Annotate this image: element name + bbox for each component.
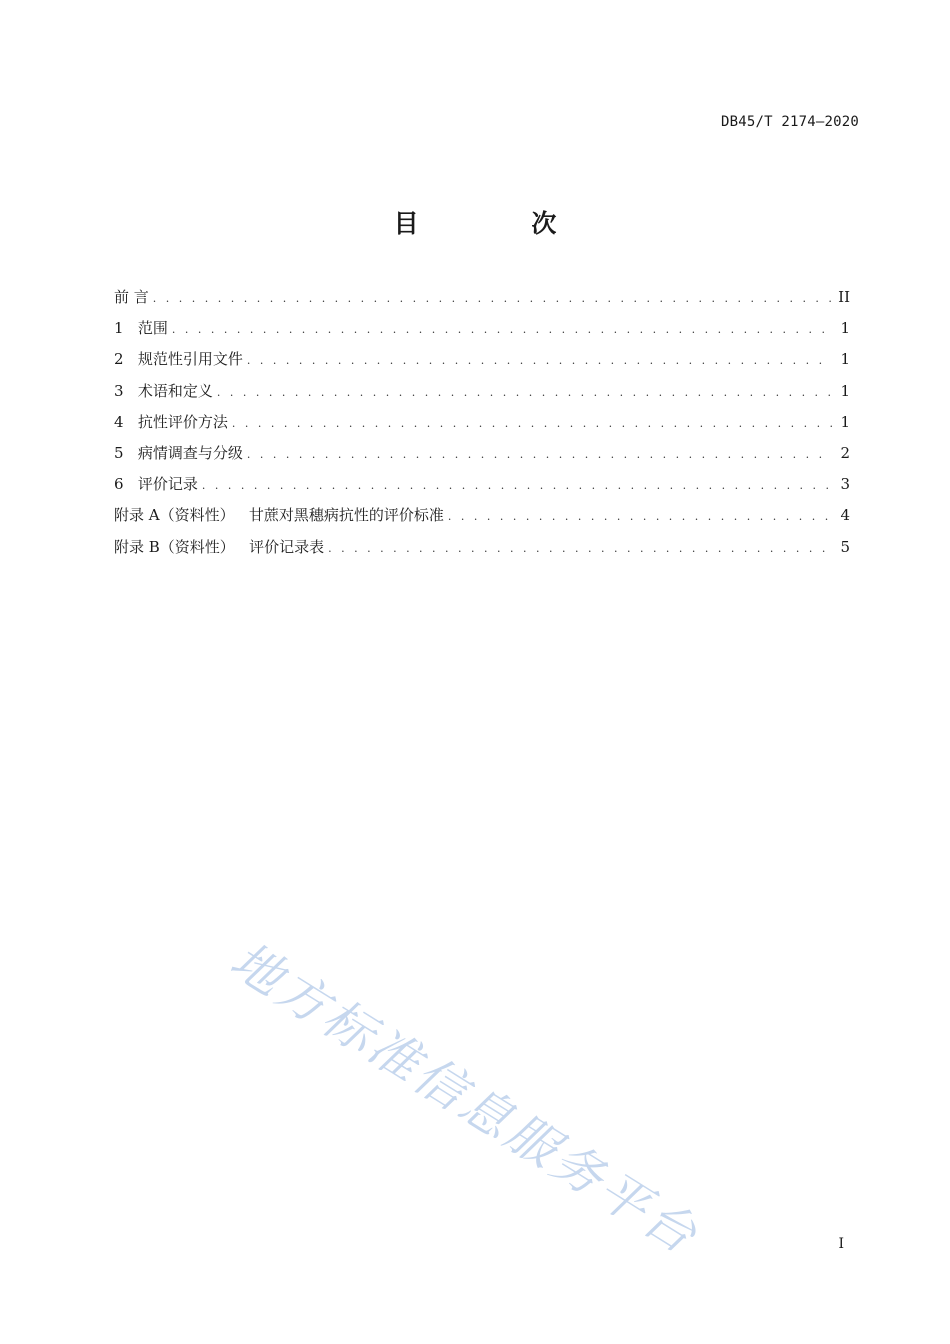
- toc-leader-dots: [217, 386, 832, 399]
- toc-entry-label: 术语和定义: [137, 381, 213, 400]
- toc-entry-label: 病情调查与分级: [137, 443, 243, 462]
- toc-leader-dots: [172, 323, 832, 336]
- toc-entry-label: 范围: [137, 319, 168, 338]
- toc-entry-number: 6: [114, 475, 124, 494]
- toc-leader-dots: [202, 479, 832, 492]
- toc-entry-appendix-b[interactable]: [114, 536, 850, 567]
- toc-entry-page: 1: [840, 412, 850, 431]
- toc-leader-dots: [247, 354, 832, 367]
- toc-entry-label: 附录 A（资料性） 甘蔗对黑穗病抗性的评价标准: [114, 506, 444, 525]
- standard-code: DB45/T 2174—2020: [720, 114, 859, 130]
- toc-entry-scope[interactable]: [114, 317, 850, 348]
- toc-entry-label: 评价记录: [137, 475, 198, 494]
- toc-entry-number: 1: [114, 319, 124, 338]
- toc-entry-number: 2: [114, 350, 124, 369]
- page-number: I: [838, 1236, 844, 1252]
- toc-entry-page: 1: [840, 350, 850, 369]
- toc-leader-dots: [448, 510, 832, 523]
- toc-leader-dots: [232, 417, 832, 430]
- toc-entry-method[interactable]: [114, 411, 850, 442]
- toc-entry-label: 附录 B（资料性） 评价记录表: [114, 537, 325, 556]
- toc-entry-page: 1: [840, 381, 850, 400]
- page-title: 目 次: [393, 209, 609, 238]
- toc-entry-number: 5: [114, 443, 124, 462]
- toc-entry-normative-references[interactable]: [114, 348, 850, 379]
- toc-entry-label: 抗性评价方法: [137, 412, 228, 431]
- toc-entry-page: II: [838, 288, 850, 306]
- toc-leader-dots: [153, 292, 832, 305]
- toc-entry-records[interactable]: [114, 473, 850, 504]
- toc-entry-label: 前 言: [114, 288, 149, 306]
- toc-entry-page: 3: [840, 475, 850, 494]
- table-of-contents: [114, 286, 850, 567]
- toc-entry-page: 5: [840, 537, 850, 556]
- watermark: 地方标准信息服务平台: [220, 930, 710, 1267]
- toc-entry-appendix-a[interactable]: [114, 504, 850, 535]
- toc-entry-page: 4: [840, 506, 850, 525]
- toc-entry-label: 规范性引用文件: [137, 350, 243, 369]
- toc-entry-number: 4: [114, 412, 124, 431]
- toc-entry-number: 3: [114, 381, 124, 400]
- toc-entry-foreword[interactable]: [114, 286, 850, 317]
- toc-entry-terms[interactable]: [114, 380, 850, 411]
- toc-entry-page: 1: [840, 319, 850, 338]
- toc-leader-dots: [328, 542, 832, 555]
- toc-leader-dots: [247, 448, 832, 461]
- toc-entry-page: 2: [840, 443, 850, 462]
- toc-entry-survey[interactable]: [114, 442, 850, 473]
